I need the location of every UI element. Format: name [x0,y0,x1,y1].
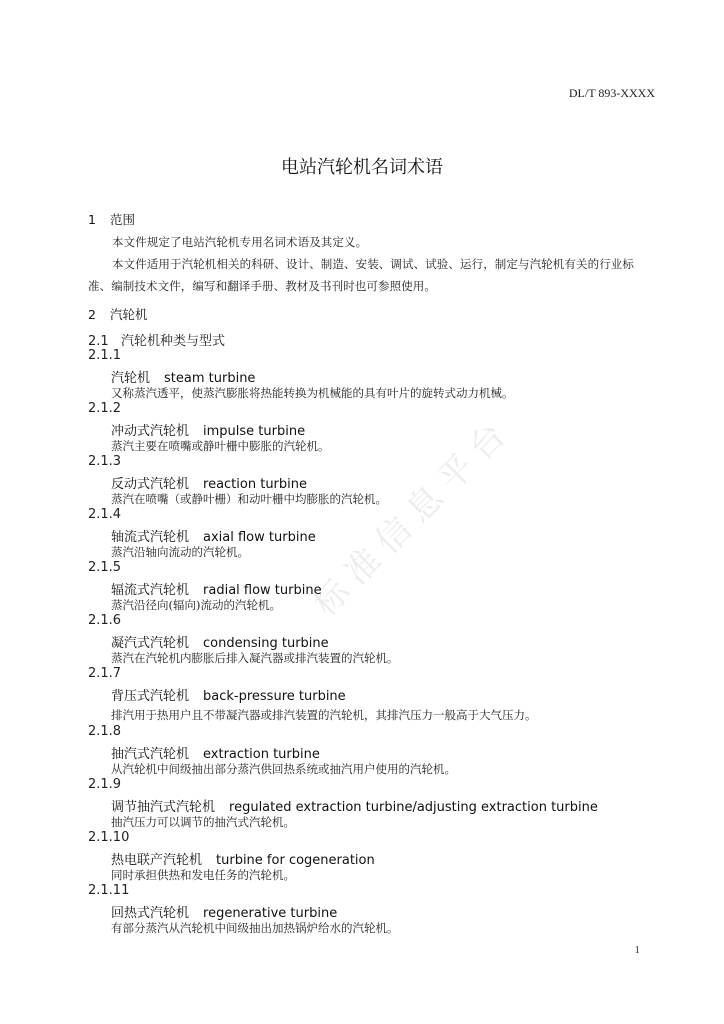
term-entry [111,902,337,921]
term-definition: 抽汽压力可以调节的抽汽式汽轮机。 [111,815,295,829]
term-definition: 蒸汽沿径向(辐向)流动的汽轮机。 [111,598,281,612]
term-entry [111,849,375,868]
section-2-heading [88,305,148,323]
term-chinese: 回热式汽轮机 [111,906,190,921]
term-chinese: 反动式汽轮机 [111,477,190,492]
section-title: 范围 [110,212,136,227]
term-entry [111,632,329,651]
term-number: 2.1.4 [88,507,122,522]
document-title: 电站汽轮机名词术语 [281,157,443,178]
term-chinese: 辐流式汽轮机 [111,583,190,598]
subsection-title: 汽轮机种类与型式 [121,334,226,349]
term-entry [111,526,316,545]
term-chinese: 背压式汽轮机 [111,689,190,704]
section-number: 2 [88,307,96,322]
term-chinese: 热电联产汽轮机 [111,853,203,868]
term-definition: 又称蒸汽透平，使蒸汽膨胀将热能转换为机械能的具有叶片的旋转式动力机械。 [111,386,514,400]
term-number: 2.1.3 [88,454,122,469]
term-chinese: 抽汽式汽轮机 [111,747,190,762]
term-english: radial flow turbine [203,583,322,598]
term-number: 2.1.9 [88,777,122,792]
term-english: axial flow turbine [203,530,316,545]
subsection-number: 2.1 [88,334,109,349]
term-english: regenerative turbine [203,906,338,921]
term-definition: 有部分蒸汽从汽轮机中间级抽出加热锅炉给水的汽轮机。 [111,921,399,935]
term-english: regulated extraction turbine/adjusting extraction turbine [229,800,598,815]
term-definition: 蒸汽主要在喷嘴或静叶栅中膨胀的汽轮机。 [111,439,330,453]
term-english: steam turbine [164,371,256,386]
term-definition: 从汽轮机中间级抽出部分蒸汽供回热系统或抽汽用户使用的汽轮机。 [111,762,456,776]
page-number: 1 [634,944,640,956]
section-1-heading [88,210,135,228]
term-entry [111,367,255,386]
scope-paragraph-1: 本文件规定了电站汽轮机专用名词术语及其定义。 [112,235,368,249]
term-entry [111,473,307,492]
term-definition: 蒸汽在汽轮机内膨胀后排入凝汽器或排汽装置的汽轮机。 [111,651,399,665]
term-number: 2.1.2 [88,401,122,416]
term-english: reaction turbine [203,477,308,492]
term-definition: 排汽用于热用户且不带凝汽器或排汽装置的汽轮机，其排汽压力一般高于大气压力。 [111,708,537,722]
term-number: 2.1.10 [88,830,130,845]
scope-paragraph-2: 本文件适用于汽轮机相关的科研、设计、制造、安装、调试、试验、运行，制定与汽轮机有关的行业标准、编制技术文件，编写和翻译手册、教材及书刊时也可参照使用。 [88,257,634,293]
section-2-1-heading [88,330,225,349]
term-entry [111,579,322,598]
term-chinese: 轴流式汽轮机 [111,530,190,545]
term-chinese: 凝汽式汽轮机 [111,636,190,651]
term-number: 2.1.7 [88,666,122,681]
term-number: 2.1.8 [88,724,122,739]
term-english: back-pressure turbine [203,689,346,704]
term-definition: 同时承担供热和发电任务的汽轮机。 [111,868,295,882]
document-code: DL/T 893-XXXX [568,86,655,100]
term-entry [111,796,598,815]
term-english: impulse turbine [203,424,306,439]
term-number: 2.1.1 [88,348,122,363]
term-chinese: 调节抽汽式汽轮机 [111,800,216,815]
term-chinese: 汽轮机 [111,371,151,386]
term-english: condensing turbine [203,636,329,651]
section-number: 1 [88,212,96,227]
term-number: 2.1.5 [88,560,122,575]
term-english: turbine for cogeneration [216,853,375,868]
term-entry [111,685,346,704]
watermark: 标准信息平台 [305,408,521,624]
term-chinese: 冲动式汽轮机 [111,424,190,439]
term-definition: 蒸汽在喷嘴（或静叶栅）和动叶栅中均膨胀的汽轮机。 [111,492,387,506]
term-number: 2.1.6 [88,613,122,628]
term-entry [111,420,305,439]
term-number: 2.1.11 [88,883,130,898]
section-title: 汽轮机 [110,307,148,322]
term-english: extraction turbine [203,747,320,762]
term-definition: 蒸汽沿轴向流动的汽轮机。 [111,545,249,559]
term-entry [111,743,320,762]
